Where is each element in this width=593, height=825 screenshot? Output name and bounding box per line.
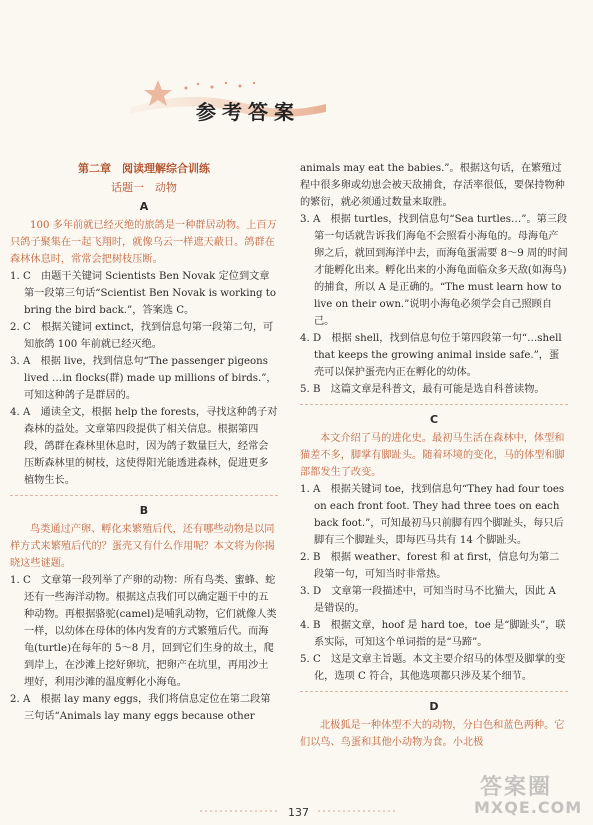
answer-item: 1. A 根据关键词 toe，找到信息句“They had four toes on each front foot. They had three toes on each back foot.”，可知最初马只前脚有四个脚趾头，每只后脚有三个脚趾头，即每匹马共有 14 个脚趾头。 xyxy=(300,484,565,546)
answer-item: 2. A 根据 lay many eggs，我们将信息定位在第二段第三句话“Animals lay many eggs because other xyxy=(10,694,271,722)
answer-item: 1. C 由题干关键词 Scientists Ben Novak 定位到文章第一段第三句话“Scientist Ben Novak is working to bring the bird back.”，答案选 C。 xyxy=(10,271,276,316)
section-d-heading: D xyxy=(429,700,439,713)
answer-item: 3. A 根据 live，找到信息句“The passenger pigeons lived …in flocks(群) made up millions of birds.”，可知这种鸽子是群居的。 xyxy=(10,356,277,401)
answer-item: 4. D 根据 shell，找到信息句位于第四段第一句“…shell that keeps the growing animal inside safe.”，蛋壳可以保护蛋壳内正在孵化的幼体。 xyxy=(300,333,562,378)
answer-item: 2. C 根据关键词 extinct，找到信息句第一段第二句，可知旅鸽 100 年前就已经灭绝。 xyxy=(10,322,274,350)
answer-item: 4. A 通读全文，根据 help the forests，寻找这种鸽子对森林的益处。文章第四段提供了相关信息。根据第四段，鸽群在森林里休息时，因为鸽子数量巨大，经常会压断森林里的树枝，这使得阳光能透进森林，促进更多植物生长。 xyxy=(10,407,278,486)
left-column xyxy=(10,160,278,725)
section-c-heading: C xyxy=(429,413,439,426)
section-a-heading: A xyxy=(139,200,149,213)
chapter-heading: 第二章 阅读理解综合训练 xyxy=(78,162,210,175)
watermark-line-2: MXQE.COM xyxy=(474,798,583,817)
watermark-logo xyxy=(470,770,590,820)
answer-item: 4. B 根据文章，hoof 是 hard toe，toe 是“脚趾头”，联系实际，可知这个单词指的是“马蹄”。 xyxy=(300,620,566,648)
section-d-intro: 北极狐是一种体型不大的动物，分白色和蓝色两种。它们以鸟、鸟蛋和其他小动物为食。小北极 xyxy=(300,720,565,748)
answer-item: 3. D 文章第一段描述中，可知当时马不比猫大，因此 A 是错误的。 xyxy=(300,586,556,614)
footer-decoration-right xyxy=(318,808,398,814)
answer-item: 5. C 这是文章主旨题。本文主要介绍马的体型及脚掌的变化，选项 C 符合，其他选项都只涉及某个细节。 xyxy=(300,654,566,682)
answer-item: 1. C 文章第一段列举了产卵的动物：所有鸟类、蜜蜂、蛇还有一些海洋动物。根据这点我们可以确定题干中的五种动物。再根据骆驼(camel)是哺乳动物，它们就像人类一样，以幼体在母体的体内发育的方式繁殖后代。而海龟(turtle)在每年的 5～8 月，回到它们生身的故土，爬到岸上，在沙滩上挖好卵坑，把卵产在坑里，再用沙土埋好，利用沙滩的温度孵化小海龟。 xyxy=(10,575,277,688)
answer-item: 3. A 根据 turtles，找到信息句“Sea turtles…”。第三段第一句话就告诉我们海龟不会照看小海龟的。母海龟产卵之后，就回到海洋中去，而海龟蛋需要 8～9 周的时间才能孵化出来。孵化出来的小海龟面临众多天敌(如海鸟)的捕食，所以 A 是正确的。“The must learn how to live on their own.”说明小海龟必须学会自己照顾自己。 xyxy=(300,214,568,327)
page-number: 137 xyxy=(288,806,309,819)
right-column xyxy=(300,160,568,751)
answer-continuation: animals may eat the babies.”。根据这句话，在繁殖过程中很多卵或幼崽会被天敌捕食，存活率很低，要保持物种的繁衍，就必须通过数量来取胜。 xyxy=(300,163,565,208)
section-b-heading: B xyxy=(139,504,149,517)
section-divider xyxy=(10,495,278,496)
answer-item: 2. B 根据 weather、forest 和 at first，信息句为第二段第一句，可知当时非常热。 xyxy=(300,552,560,580)
footer-decoration-left xyxy=(200,808,280,814)
watermark-line-1: 答案圈 xyxy=(480,775,553,800)
section-a-intro: 100 多年前就已经灭绝的旅鸽是一种群居动物。上百万只鸽子聚集在一起飞翔时，就像乌云一样遮天蔽日。鸽群在森林休息时，常常会把树枝压断。 xyxy=(10,220,277,265)
section-divider xyxy=(300,404,568,405)
page-title: 参考答案 xyxy=(196,100,300,124)
section-c-intro: 本文介绍了马的进化史。最初马生活在森林中，体型和猫差不多，脚掌有脚趾头。随着环境的变化，马的体型和脚部都发生了改变。 xyxy=(300,433,565,478)
section-b-intro: 鸟类通过产卵、孵化来繁殖后代，还有哪些动物是以同样方式来繁殖后代的？蛋壳又有什么作用呢？本文将为你揭晓这些谜题。 xyxy=(10,524,275,569)
answer-item: 5. B 这篇文章是科普文，最有可能是选自科普读物。 xyxy=(300,384,545,395)
topic-heading: 话题一 动物 xyxy=(111,181,177,194)
section-divider xyxy=(300,691,568,692)
